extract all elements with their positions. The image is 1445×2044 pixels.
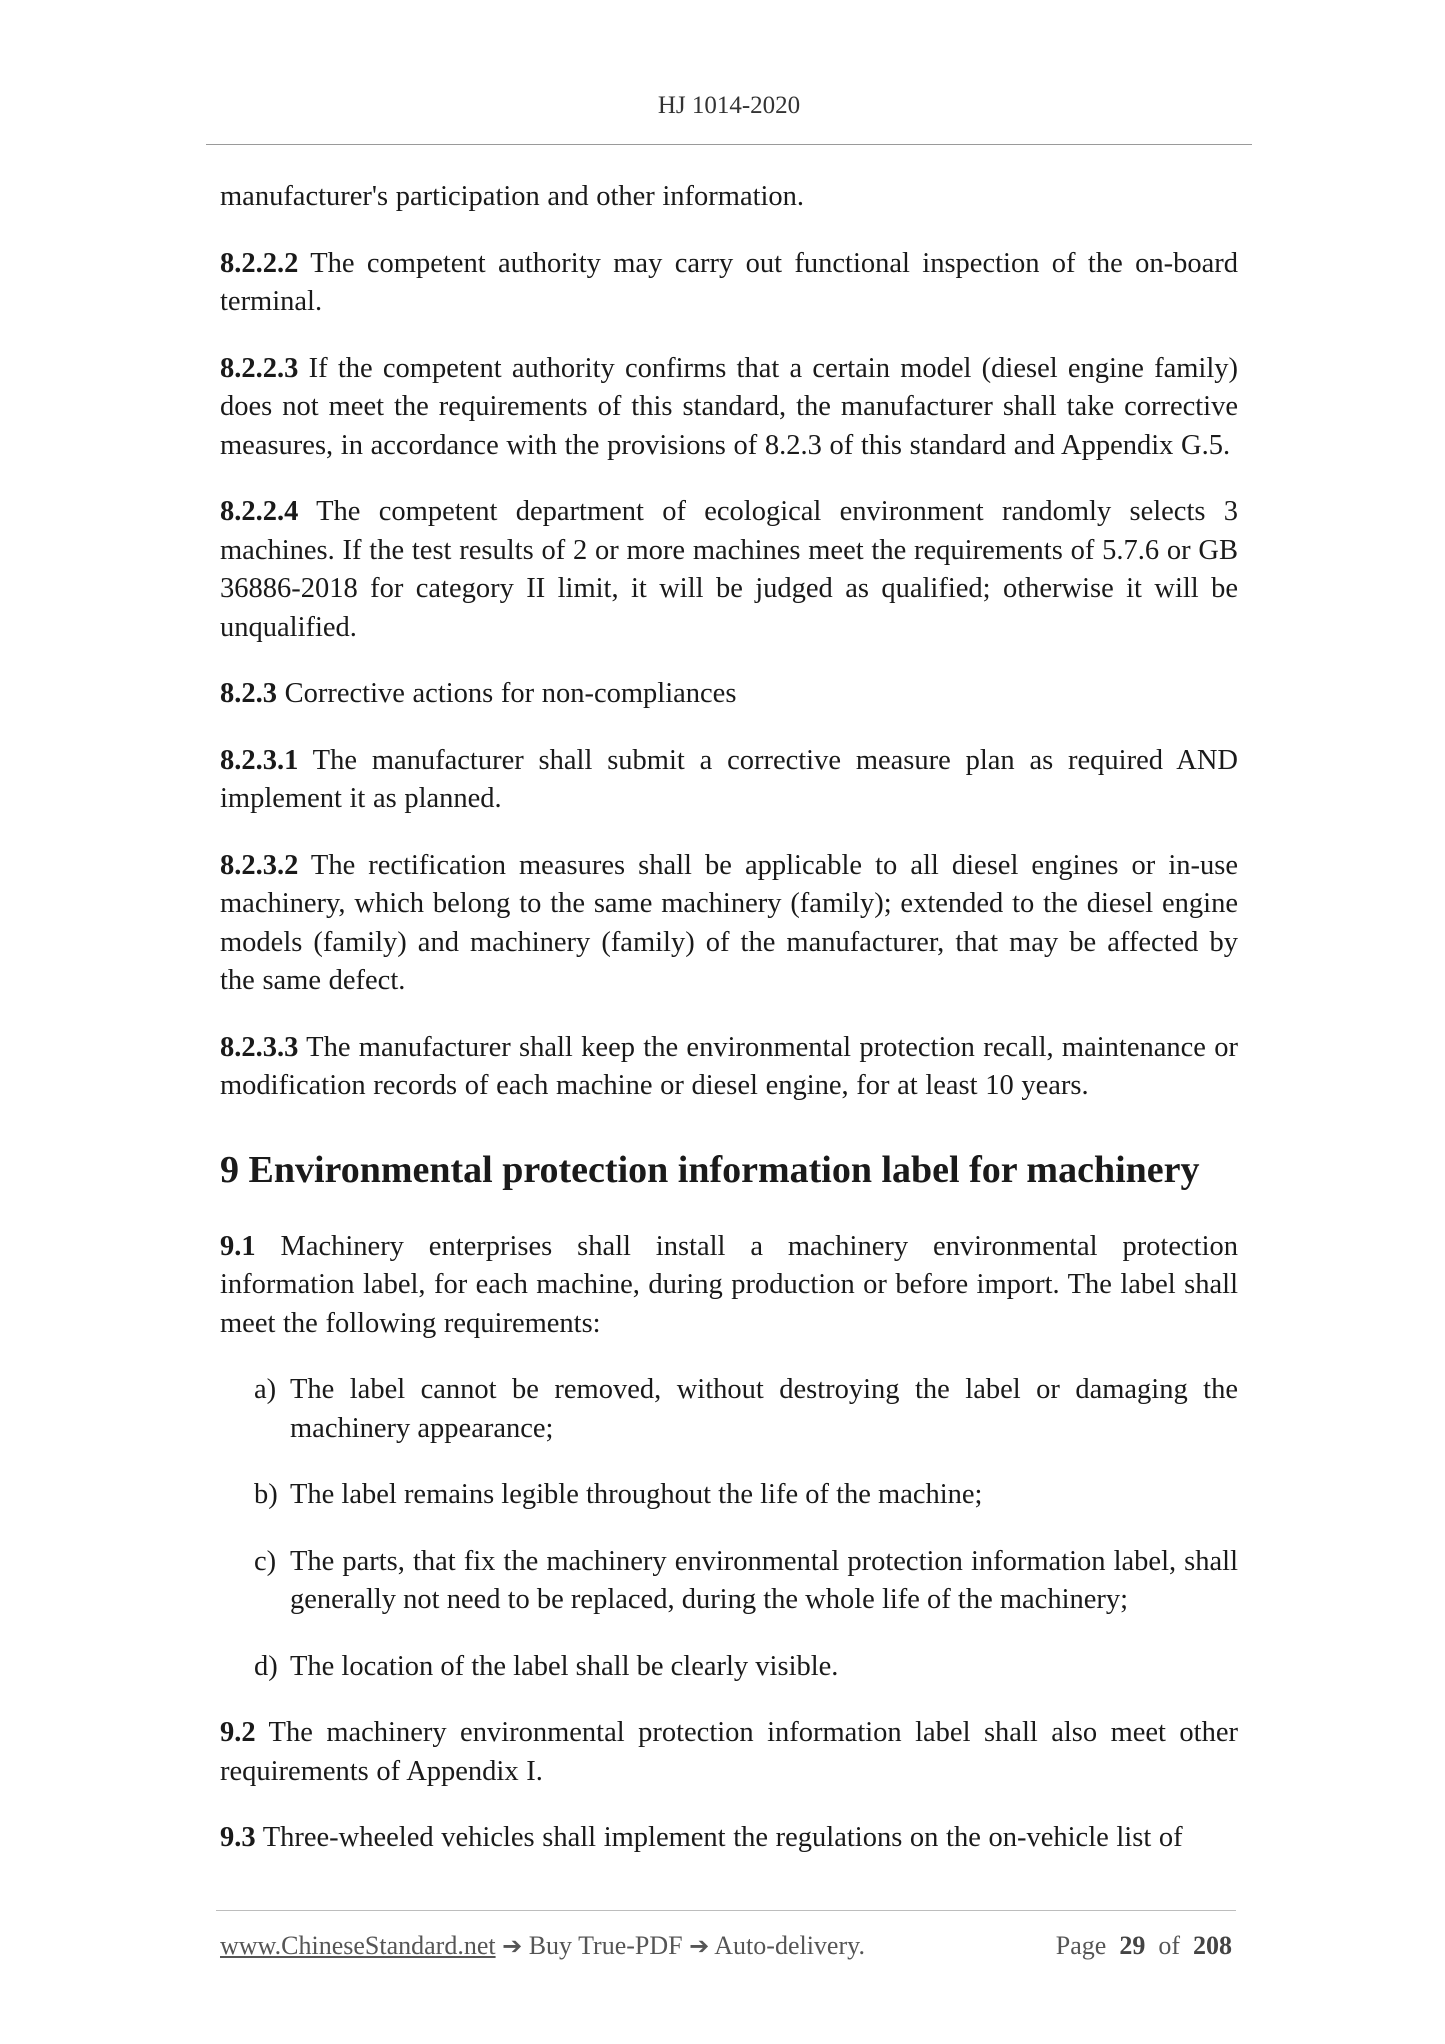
clause-8-2-2-2 (220, 245, 1238, 322)
auto-delivery-text: Auto-delivery. (709, 1931, 865, 1960)
clause-9-1 (220, 1228, 1238, 1344)
current-page: 29 (1119, 1931, 1146, 1960)
page-footer (220, 1931, 1232, 1965)
clause-number: 9.3 (220, 1822, 256, 1853)
clause-number: 8.2.3 (220, 678, 277, 709)
list-marker: c) (254, 1545, 277, 1577)
list-item-b (254, 1476, 1238, 1515)
list-item-d (254, 1648, 1238, 1687)
buy-pdf-text: Buy True-PDF (522, 1931, 690, 1960)
list-marker: d) (254, 1650, 278, 1682)
page-label: Page (1055, 1931, 1107, 1960)
total-pages: 208 (1193, 1931, 1232, 1960)
list-item-a (254, 1371, 1238, 1448)
clause-text: The manufacturer shall submit a corrective measure plan as required AND implement it as planned. (220, 744, 1238, 814)
clause-8-2-3-1 (220, 742, 1238, 819)
clause-number: 8.2.3.1 (220, 744, 299, 776)
clause-number: 8.2.3.3 (220, 1031, 299, 1063)
arrow-right-icon: ➔ (689, 1932, 710, 1960)
footer-promo (220, 1931, 865, 1961)
clause-text: If the competent authority confirms that a certain model (diesel engine family) does not meet the requirements of this standard, the manufacturer shall take corrective measures, in accordance with the provisions of 8.2.3 of this standard and Appendix G.5. (220, 352, 1238, 461)
document-code-header: HJ 1014-2020 (657, 92, 801, 119)
clause-number: 9.1 (220, 1230, 256, 1262)
clause-number: 9.2 (220, 1717, 256, 1748)
page-body (220, 178, 1238, 1886)
clause-text: The machinery environmental protection information label shall also meet other requirements of Appendix I. (220, 1717, 1238, 1787)
list-marker: b) (254, 1479, 278, 1510)
clause-text: The manufacturer shall keep the environmental protection recall, maintenance or modification records of each machine or diesel engine, for at least 10 years. (220, 1031, 1238, 1101)
footer-divider (216, 1910, 1236, 1911)
header-divider (206, 144, 1252, 145)
clause-number: 8.2.3.2 (220, 849, 299, 881)
clause-8-2-3 (220, 675, 1238, 714)
list-text: The location of the label shall be clearly visible. (290, 1650, 839, 1682)
list-marker: a) (254, 1374, 277, 1405)
list-text: The parts, that fix the machinery environmental protection information label, shall generally not need to be replaced, during the whole life of the machinery; (290, 1545, 1238, 1615)
section-9-heading: 9 Environmental protection information label for machinery (220, 1148, 1200, 1191)
continued-paragraph: manufacturer's participation and other information. (220, 181, 805, 212)
clause-8-2-3-3 (220, 1029, 1238, 1106)
list-text: The label remains legible throughout the life of the machine; (290, 1479, 983, 1510)
arrow-right-icon: ➔ (502, 1932, 523, 1960)
clause-9-2 (220, 1714, 1238, 1791)
clause-text: The rectification measures shall be applicable to all diesel engines or in-use machinery, which belong to the same machinery (family); extended to the diesel engine models (family) and machinery (family) of the manufacturer, that may be affected by the same defect. (220, 849, 1238, 996)
list-text: The label cannot be removed, without destroying the label or damaging the machinery appearance; (290, 1374, 1238, 1444)
clause-8-2-2-3 (220, 350, 1238, 466)
clause-text: Machinery enterprises shall install a machinery environmental protection information label, for each machine, during production or before import. The label shall meet the following requirements: (220, 1230, 1238, 1339)
clause-9-3 (220, 1819, 1238, 1858)
list-item-c (254, 1543, 1238, 1620)
clause-number: 8.2.2.3 (220, 352, 299, 384)
clause-text: Three-wheeled vehicles shall implement the regulations on the on-vehicle list of (255, 1822, 1183, 1853)
clause-number: 8.2.2.4 (220, 496, 299, 527)
clause-number: 8.2.2.2 (220, 247, 299, 279)
website-link[interactable]: www.ChineseStandard.net (220, 1931, 496, 1960)
clause-8-2-2-4 (220, 493, 1238, 647)
clause-text: The competent department of ecological environment randomly selects 3 machines. If the test results of 2 or more machines meet the requirements of 5.7.6 or GB 36886-2018 for category II limit, it will be judged as qualified; otherwise it will be unqualified. (220, 496, 1238, 643)
page-number (1056, 1931, 1232, 1961)
of-label: of (1158, 1931, 1180, 1960)
clause-text: Corrective actions for non-compliances (277, 678, 737, 709)
clause-text: The competent authority may carry out functional inspection of the on-board terminal. (220, 247, 1238, 317)
clause-8-2-3-2 (220, 847, 1238, 1001)
